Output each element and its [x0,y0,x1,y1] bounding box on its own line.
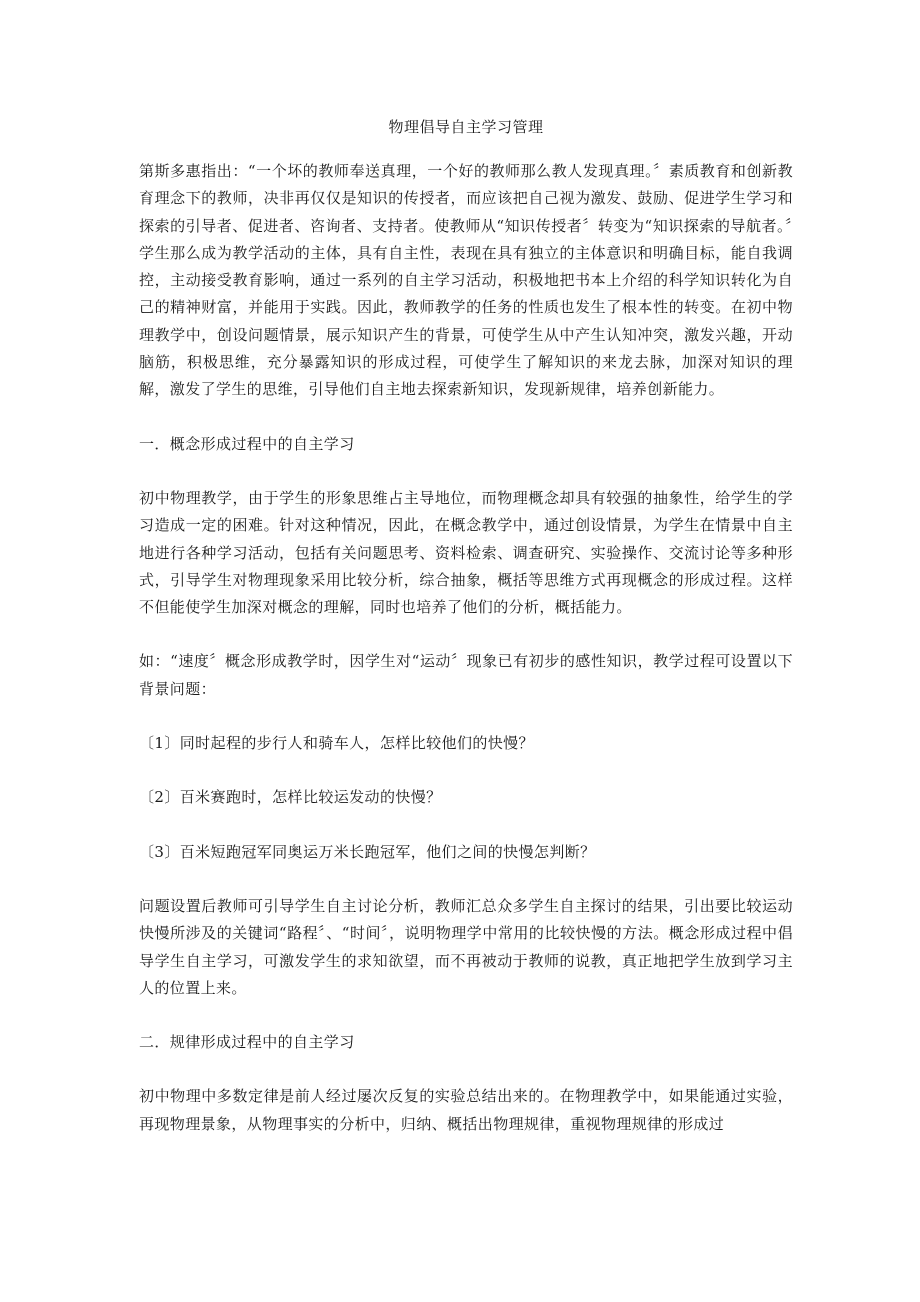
question-item-3: 〔3〕百米短跑冠军同奥运万米长跑冠军，他们之间的快慢怎判断？ [139,842,596,861]
concept-paragraph: 初中物理教学，由于学生的形象思维占主导地位，而物理概念却具有较强的抽象性，给学生的学习造成一定的困难。针对这种情况，因此，在概念教学中，通过创设情景，为学生在情景中自主地进行各种学习活动，包括有关问题思考、资料检索、调查研究、实验操作、交流讨论等多种形式，引导学生对物理现象采用比较分析，综合抽象，概括等思维方式再现概念的形成过程。这样不但能使学生加深对概念的理解，同时也培养了他们的分析，概括能力。 [139,488,793,617]
example-paragraph: 如：“速度〞概念形成教学时，因学生对“运动〞现象已有初步的感性知识，教学过程可设置以下背景问题： [139,652,793,698]
section-heading-1: 一．概念形成过程中的自主学习 [139,434,355,453]
intro-paragraph: 第斯多惠指出：“一个坏的教师奉送真理，一个好的教师那么教人发现真理。〞素质教育和创新教育理念下的教师，决非再仅仅是知识的传授者，而应该把自己视为激发、鼓励、促进学生学习和探索的引导者、促进者、咨询者、支持者。使教师从“知识传授者〞转变为“知识探索的导航者。〞学生那么成为教学活动的主体，具有自主性，表现在具有独立的主体意识和明确目标，能自我调控，主动接受教育影响，通过一系列的自主学习活动，积极地把书本上介绍的科学知识转化为自己的精神财富，并能用于实践。因此，教师教学的任务的性质也发生了根本性的转变。在初中物理教学中，创设问题情景，展示知识产生的背景，可使学生从中产生认知冲突，激发兴趣，开动脑筋，积极思维，充分暴露知识的形成过程，可使学生了解知识的来龙去脉，加深对知识的理解，激发了学生的思维，引导他们自主地去探索新知识，发现新规律，培养创新能力。 [139,162,793,399]
document-page [139,116,793,1138]
law-paragraph: 初中物理中多数定律是前人经过屡次反复的实验总结出来的。在物理教学中，如果能通过实验，再现物理景象，从物理事实的分析中，归纳、概括出物理规律，重视物理规律的形成过 [139,1087,793,1133]
document-title: 物理倡导自主学习管理 [388,118,544,136]
discussion-paragraph: 问题设置后教师可引导学生自主讨论分析，教师汇总众多学生自主探讨的结果，引出要比较运动快慢所涉及的关键词“路程〞、“时间〞，说明物理学中常用的比较快慢的方法。概念形成过程中倡导学生自主学习，可激发学生的求知欲望，而不再被动于教师的说教，真正地把学生放到学习主人的位置上来。 [139,896,793,997]
question-item-1: 〔1〕同时起程的步行人和骑车人，怎样比较他们的快慢？ [139,734,534,753]
section-heading-2: 二．规律形成过程中的自主学习 [139,1033,355,1052]
question-item-2: 〔2〕百米赛跑时，怎样比较运发动的快慢？ [139,788,442,807]
